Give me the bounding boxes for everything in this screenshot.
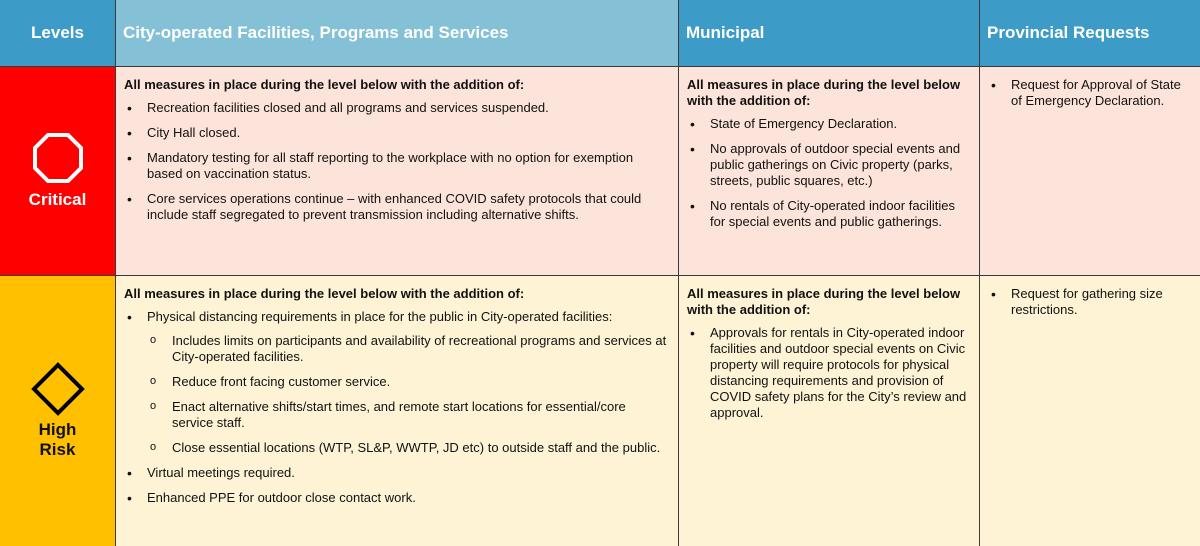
critical-provincial-cell <box>979 66 1200 275</box>
high-risk-city-sublist <box>147 333 669 456</box>
critical-city-cell <box>115 66 678 275</box>
column-divider <box>979 0 980 546</box>
sublist-item: o Includes limits on participants and availability of recreational programs and services at City-operated facilities. <box>147 333 669 365</box>
row-divider <box>0 275 1200 276</box>
critical-city-list <box>124 100 669 223</box>
sublist-item: o Close essential locations (WTP, SL&P, WWTP, JD etc) to outside staff and the public. <box>147 440 669 456</box>
list-item: • No approvals of outdoor special events and public gatherings on Civic property (parks, streets, public squares, etc.) <box>687 141 970 189</box>
level-high-risk-label-line1: High <box>38 419 77 439</box>
sublist-item: o Reduce front facing customer service. <box>147 374 669 390</box>
list-item: • Request for gathering size restrictions. <box>988 286 1191 318</box>
header-levels: Levels <box>0 0 115 66</box>
critical-municipal-cell <box>678 66 979 275</box>
high-risk-municipal-list <box>687 325 970 421</box>
high-risk-city-cell <box>115 275 678 546</box>
high-risk-city-intro: All measures in place during the level below with the addition of: <box>124 286 525 301</box>
list-item: • City Hall closed. <box>124 125 669 141</box>
diamond-icon <box>31 362 85 416</box>
column-divider <box>678 0 679 546</box>
header-provincial-requests: Provincial Requests <box>979 0 1200 66</box>
header-city-operated: City-operated Facilities, Programs and Services <box>115 0 678 66</box>
critical-provincial-list <box>988 77 1191 109</box>
list-item: • State of Emergency Declaration. <box>687 116 970 132</box>
critical-municipal-list <box>687 116 970 230</box>
list-item: • Recreation facilities closed and all programs and services suspended. <box>124 100 669 116</box>
list-item: • Core services operations continue – with enhanced COVID safety protocols that could include staff segregated to prevent transmission including alternative shifts. <box>124 191 669 223</box>
column-divider <box>115 0 116 546</box>
list-item: • Mandatory testing for all staff reporting to the workplace with no option for exemption based on vaccination status. <box>124 150 669 182</box>
list-item: • Virtual meetings required. <box>124 465 669 481</box>
level-high-risk-label <box>39 420 77 460</box>
row-divider <box>0 66 1200 67</box>
octagon-icon <box>32 132 84 184</box>
level-critical-cell <box>0 66 115 275</box>
header-municipal: Municipal <box>678 0 979 66</box>
sublist-item: o Enact alternative shifts/start times, and remote start locations for essential/core service staff. <box>147 399 669 431</box>
list-item-text: Physical distancing requirements in place for the public in City-operated facilities: <box>147 309 613 324</box>
level-high-risk-cell <box>0 275 115 546</box>
level-critical-label: Critical <box>28 189 87 209</box>
critical-city-intro: All measures in place during the level below with the addition of: <box>124 77 525 92</box>
list-item <box>124 309 669 456</box>
high-risk-provincial-list <box>988 286 1191 318</box>
list-item: • Approvals for rentals in City-operated indoor facilities and outdoor special events on Civic property will require protocols for physical distancing requirements and provision of COVID safety plans for the City’s review and approval. <box>687 325 970 421</box>
level-high-risk-label-line2: Risk <box>39 439 76 459</box>
critical-municipal-intro: All measures in place during the level below with the addition of: <box>687 77 961 108</box>
list-item: • Request for Approval of State of Emergency Declaration. <box>988 77 1191 109</box>
list-item: • Enhanced PPE for outdoor close contact work. <box>124 490 669 506</box>
high-risk-provincial-cell <box>979 275 1200 546</box>
high-risk-city-list <box>124 309 669 506</box>
high-risk-municipal-intro: All measures in place during the level below with the addition of: <box>687 286 961 317</box>
list-item: • No rentals of City-operated indoor facilities for special events and public gatherings. <box>687 198 970 230</box>
high-risk-municipal-cell <box>678 275 979 546</box>
